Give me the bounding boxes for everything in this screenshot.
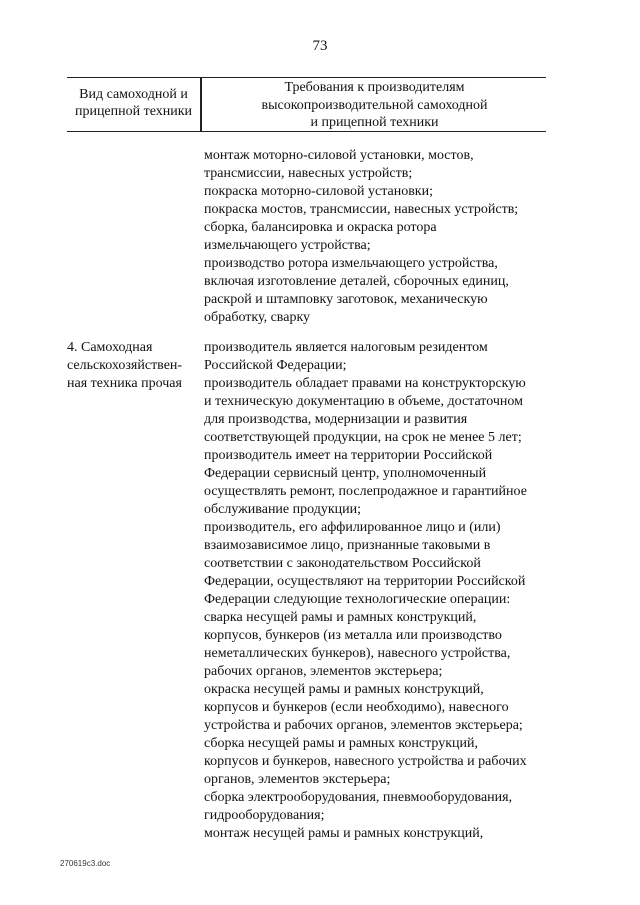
requirement-line: трансмиссии, навесных устройств;	[204, 166, 413, 181]
requirement-line: производитель является налоговым резидентом	[204, 340, 488, 355]
requirement-line: монтаж моторно-силовой установки, мостов,	[204, 148, 474, 163]
header-vehicle-type-line: Вид самоходной и	[79, 87, 188, 102]
requirement-line: монтаж несущей рамы и рамных конструкций,	[204, 826, 484, 841]
requirement-line: обслуживание продукции;	[204, 502, 362, 517]
requirement-line: рабочих органов, элементов экстерьера;	[204, 664, 443, 679]
requirement-line: сборка электрооборудования, пневмооборудования,	[204, 790, 513, 805]
header-column-divider	[200, 78, 202, 131]
header-requirements-line: и прицепной техники	[310, 115, 439, 130]
requirement-line: включая изготовление деталей, сборочных единиц,	[204, 274, 509, 289]
document-file-code: 270619c3.doc	[60, 859, 111, 868]
requirement-line: корпусов и бункеров (если необходимо), навесного	[204, 700, 509, 715]
requirement-line: корпусов, бункеров (из металла или производство	[204, 628, 502, 643]
requirement-line: производитель имеет на территории Российской	[204, 448, 493, 463]
header-vehicle-type	[67, 86, 200, 120]
vehicle-type-line: ная техника прочая	[67, 376, 182, 391]
continued-requirements	[204, 147, 564, 327]
requirement-line: производитель, его аффилированное лицо и (или)	[204, 520, 501, 535]
requirement-line: окраска несущей рамы и рамных конструкций,	[204, 682, 484, 697]
requirement-line: производство ротора измельчающего устройства,	[204, 256, 498, 271]
requirement-line: производитель обладает правами на конструкторскую	[204, 376, 526, 391]
requirement-line: измельчающего устройства;	[204, 238, 371, 253]
requirement-line: для производства, модернизации и развития	[204, 412, 468, 427]
vehicle-type-line: сельскохозяйствен-	[67, 358, 183, 373]
requirement-line: и техническую документацию в объеме, достаточном	[204, 394, 523, 409]
header-vehicle-type-line: прицепной техники	[74, 104, 193, 119]
requirement-line: взаимозависимое лицо, признанные таковыми в	[204, 538, 491, 553]
requirement-line: неметаллических бункеров), навесного устройства,	[204, 646, 511, 661]
requirement-line: Федерации следующие технологические операции:	[204, 592, 511, 607]
requirement-line: покраска моторно-силовой установки;	[204, 184, 433, 199]
row4-requirements	[204, 339, 564, 843]
requirement-line: сборка несущей рамы и рамных конструкций,	[204, 736, 479, 751]
requirement-line: корпусов и бункеров, навесного устройства и рабочих	[204, 754, 527, 769]
header-requirements	[203, 79, 546, 132]
header-requirements-line: высокопроизводительной самоходной	[261, 97, 488, 113]
requirement-line: Федерации, осуществляют на территории Российской	[204, 574, 526, 589]
requirement-line: Российской Федерации;	[204, 358, 347, 373]
requirement-line: Федерации сервисный центр, уполномоченный	[204, 466, 487, 481]
requirement-line: сварка несущей рамы и рамных конструкций,	[204, 610, 477, 625]
requirement-line: гидрооборудования;	[204, 808, 325, 823]
requirement-line: раскрой и штамповку заготовок, механическую	[204, 292, 488, 307]
requirement-line: осуществлять ремонт, послепродажное и гарантийное	[204, 484, 527, 499]
vehicle-type-line: 4. Самоходная	[67, 340, 153, 355]
requirement-line: обработку, сварку	[204, 310, 311, 325]
requirement-line: соответствии с законодательством Российской	[204, 556, 481, 571]
requirement-line: устройства и рабочих органов, элементов экстерьера;	[204, 718, 523, 733]
requirement-line: сборка, балансировка и окраска ротора	[204, 220, 437, 235]
requirement-line: соответствующей продукции, на срок не менее 5 лет;	[204, 430, 522, 445]
requirement-line: органов, элементов экстерьера;	[204, 772, 391, 787]
page-number: 73	[312, 38, 328, 54]
requirement-line: покраска мостов, трансмиссии, навесных устройств;	[204, 202, 519, 217]
header-requirements-line: Требования к производителям	[284, 80, 465, 95]
vehicle-type-cell	[67, 339, 207, 393]
table-header	[67, 77, 546, 132]
